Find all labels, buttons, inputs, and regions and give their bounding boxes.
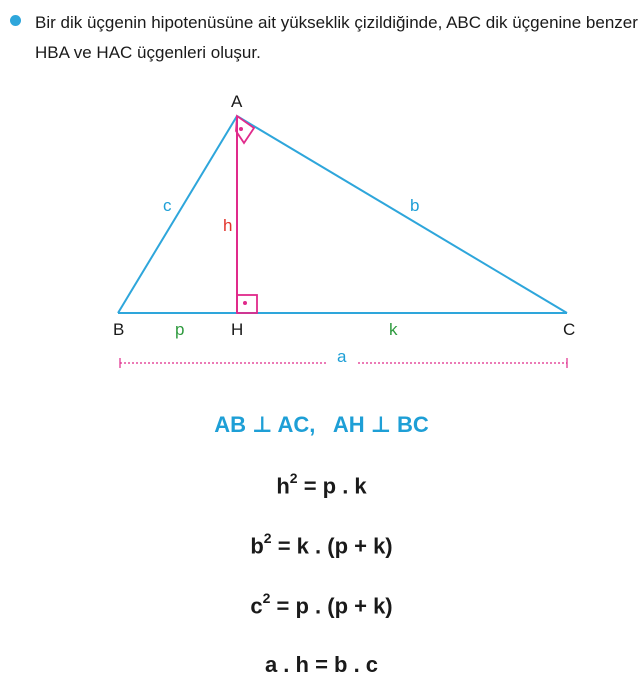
formula-b-squared-base: b: [250, 533, 264, 559]
formula-h-squared-rest: = p . k: [297, 473, 367, 499]
side-label-p: p: [175, 320, 185, 339]
intro-text: Bir dik üçgenin hipotenüsüne ait yükseklik çizildiğinde, ABC dik üçgenine benzer HBA ve HAC üçgenleri oluşur.: [35, 13, 638, 62]
right-angle-dot-a: [239, 127, 243, 131]
formula-h-squared-exp: 2: [289, 470, 298, 486]
formula-c-squared-exp: 2: [262, 590, 271, 606]
vertex-label-b: B: [113, 320, 125, 339]
right-angle-dot-h: [243, 301, 247, 305]
side-label-b: b: [410, 196, 420, 215]
right-angle-mark-h: [237, 295, 257, 313]
side-ac: [237, 116, 567, 313]
formula-h-squared: [0, 472, 643, 499]
side-label-h: h: [223, 216, 233, 235]
vertex-label-a: A: [231, 92, 243, 111]
formula-c-squared-base: c: [250, 593, 263, 619]
vertex-label-h: H: [231, 320, 244, 339]
vertex-label-c: C: [563, 320, 576, 339]
formula-b-squared: [0, 532, 643, 559]
formula-c-squared-rest: = p . (p + k): [270, 593, 393, 619]
formula-c-squared: [0, 592, 643, 619]
side-ab: [118, 116, 237, 313]
side-label-a: a: [337, 347, 347, 366]
formula-b-squared-exp: 2: [263, 530, 272, 546]
side-label-c: c: [163, 196, 172, 215]
formula-h-squared-base: h: [276, 473, 290, 499]
formula-b-squared-rest: = k . (p + k): [271, 533, 393, 559]
side-label-k: k: [389, 320, 398, 339]
formula-perpendicular: [0, 412, 643, 438]
formula-area-relation: [0, 652, 643, 678]
formula-area-relation-text: a . h = b . c: [264, 652, 379, 677]
formula-perpendicular-text: AB ⊥ AC, AH ⊥ BC: [214, 412, 429, 437]
